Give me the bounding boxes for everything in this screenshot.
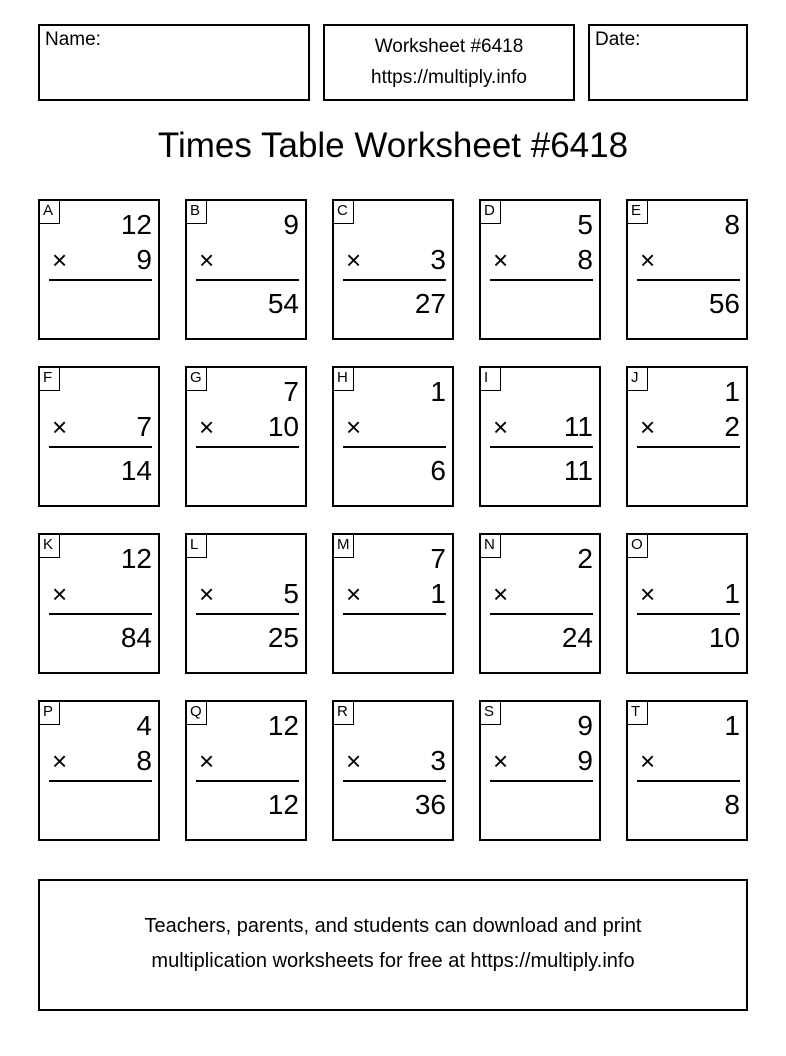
problem-product: 36 <box>414 789 446 820</box>
problem-box <box>332 700 454 841</box>
answer-line <box>196 780 299 782</box>
footer-box <box>38 879 748 1011</box>
problem-box <box>626 199 748 340</box>
multiply-sign: × <box>493 412 509 442</box>
problem-letter: I <box>481 368 501 391</box>
answer-line <box>490 780 593 782</box>
multiply-sign: × <box>199 245 215 275</box>
multiply-sign: × <box>52 746 68 776</box>
answer-line <box>343 279 446 281</box>
answer-line <box>49 780 152 782</box>
problem-letter: E <box>628 201 648 224</box>
problem-multiplier: 9 <box>136 244 152 275</box>
answer-line <box>49 279 152 281</box>
problem-letter: Q <box>187 702 207 725</box>
problem-product: 10 <box>708 622 740 653</box>
answer-line <box>637 279 740 281</box>
answer-line <box>637 780 740 782</box>
problem-letter: A <box>40 201 60 224</box>
problem-multiplicand: 1 <box>430 376 446 407</box>
problem-box <box>626 533 748 674</box>
name-label: Name: <box>45 29 101 50</box>
problem-multiplicand: 12 <box>120 209 152 240</box>
answer-line <box>490 446 593 448</box>
multiply-sign: × <box>52 579 68 609</box>
multiply-sign: × <box>199 579 215 609</box>
problem-product: 84 <box>120 622 152 653</box>
problem-box <box>185 199 307 340</box>
multiply-sign: × <box>346 412 362 442</box>
problem-box <box>185 366 307 507</box>
problem-box <box>479 366 601 507</box>
problem-box <box>38 199 160 340</box>
problem-multiplier: 11 <box>563 411 593 442</box>
problem-letter: R <box>334 702 354 725</box>
answer-line <box>343 446 446 448</box>
multiply-sign: × <box>640 579 656 609</box>
problem-multiplicand: 12 <box>120 543 152 574</box>
problem-letter: L <box>187 535 207 558</box>
problem-product: 25 <box>267 622 299 653</box>
problem-box <box>332 366 454 507</box>
problem-letter: O <box>628 535 648 558</box>
problem-product: 8 <box>724 789 740 820</box>
problem-box <box>626 366 748 507</box>
multiply-sign: × <box>493 245 509 275</box>
multiply-sign: × <box>493 746 509 776</box>
problem-product: 27 <box>414 288 446 319</box>
problem-letter: C <box>334 201 354 224</box>
problem-box <box>332 199 454 340</box>
answer-line <box>49 613 152 615</box>
problem-letter: D <box>481 201 501 224</box>
problem-multiplicand: 1 <box>724 710 740 741</box>
multiply-sign: × <box>493 579 509 609</box>
problem-multiplier: 7 <box>136 411 152 442</box>
problem-box <box>479 533 601 674</box>
problem-box <box>626 700 748 841</box>
problem-multiplicand: 2 <box>577 543 593 574</box>
problem-multiplicand: 7 <box>430 543 446 574</box>
answer-line <box>196 446 299 448</box>
date-label: Date: <box>595 29 641 50</box>
answer-line <box>196 279 299 281</box>
problem-letter: M <box>334 535 354 558</box>
problem-letter: T <box>628 702 648 725</box>
problem-product: 14 <box>120 455 152 486</box>
problem-letter: G <box>187 368 207 391</box>
problem-multiplier: 9 <box>577 745 593 776</box>
problem-letter: P <box>40 702 60 725</box>
multiply-sign: × <box>52 245 68 275</box>
name-field-box[interactable] <box>38 24 310 101</box>
problem-box <box>185 533 307 674</box>
problem-product: 54 <box>267 288 299 319</box>
problem-multiplicand: 1 <box>724 376 740 407</box>
multiply-sign: × <box>52 412 68 442</box>
multiply-sign: × <box>346 579 362 609</box>
problem-multiplier: 10 <box>267 411 299 442</box>
problem-multiplicand: 7 <box>283 376 299 407</box>
problem-product: 24 <box>561 622 593 653</box>
multiply-sign: × <box>199 412 215 442</box>
problem-box <box>38 533 160 674</box>
problem-multiplicand: 9 <box>577 710 593 741</box>
answer-line <box>343 613 446 615</box>
problem-multiplier: 1 <box>430 578 446 609</box>
problem-product: 56 <box>708 288 740 319</box>
answer-line <box>637 446 740 448</box>
problem-box <box>38 366 160 507</box>
problem-letter: F <box>40 368 60 391</box>
problem-product: 12 <box>267 789 299 820</box>
answer-line <box>490 279 593 281</box>
problem-multiplicand: 8 <box>724 209 740 240</box>
multiply-sign: × <box>346 245 362 275</box>
problem-product: 11 <box>563 455 593 486</box>
footer-line-2: multiplication worksheets for free at https://multiply.info <box>151 950 635 972</box>
answer-line <box>637 613 740 615</box>
problem-box <box>332 533 454 674</box>
multiply-sign: × <box>199 746 215 776</box>
problem-box <box>479 700 601 841</box>
multiply-sign: × <box>346 746 362 776</box>
answer-line <box>49 446 152 448</box>
problem-multiplicand: 9 <box>283 209 299 240</box>
problem-letter: K <box>40 535 60 558</box>
worksheet-url: https://multiply.info <box>371 67 527 88</box>
problem-multiplicand: 12 <box>267 710 299 741</box>
problem-letter: S <box>481 702 501 725</box>
page-title: Times Table Worksheet #6418 <box>157 126 629 165</box>
answer-line <box>490 613 593 615</box>
problem-multiplier: 8 <box>136 745 152 776</box>
problem-box <box>479 199 601 340</box>
worksheet-number: Worksheet #6418 <box>374 36 524 57</box>
problem-multiplier: 3 <box>430 745 446 776</box>
problem-product: 6 <box>430 455 446 486</box>
problem-box <box>38 700 160 841</box>
problem-multiplicand: 5 <box>577 209 593 240</box>
worksheet-info-box <box>323 24 575 101</box>
problem-multiplier: 2 <box>724 411 740 442</box>
multiply-sign: × <box>640 412 656 442</box>
multiply-sign: × <box>640 245 656 275</box>
answer-line <box>196 613 299 615</box>
answer-line <box>343 780 446 782</box>
problem-box <box>185 700 307 841</box>
date-field-box[interactable] <box>588 24 748 101</box>
multiply-sign: × <box>640 746 656 776</box>
problem-multiplicand: 4 <box>136 710 152 741</box>
problem-multiplier: 8 <box>577 244 593 275</box>
problem-letter: N <box>481 535 501 558</box>
problem-multiplier: 1 <box>724 578 740 609</box>
problem-multiplier: 5 <box>283 578 299 609</box>
problem-letter: J <box>628 368 648 391</box>
problem-letter: B <box>187 201 207 224</box>
problem-letter: H <box>334 368 354 391</box>
footer-line-1: Teachers, parents, and students can download and print <box>144 915 642 937</box>
problem-multiplier: 3 <box>430 244 446 275</box>
